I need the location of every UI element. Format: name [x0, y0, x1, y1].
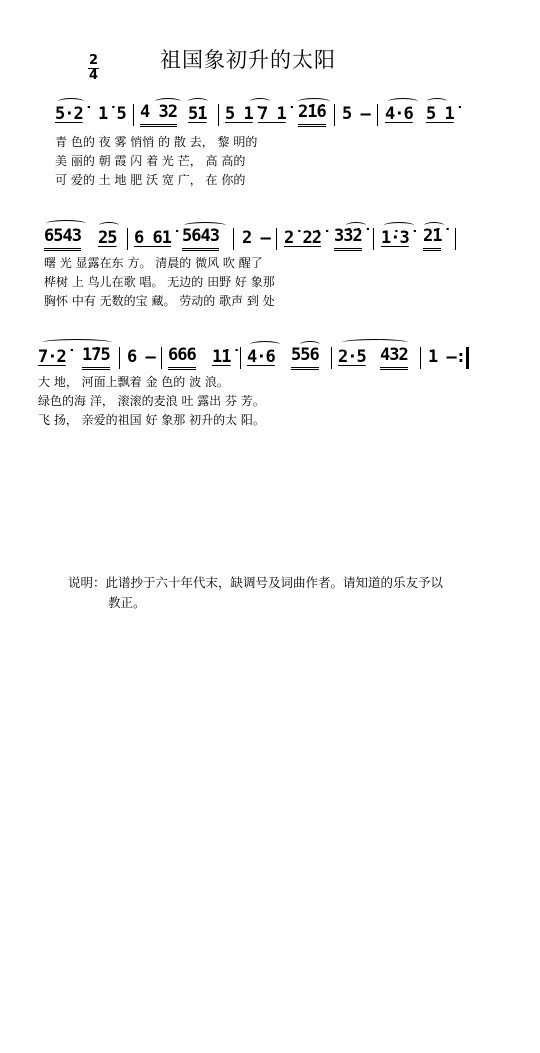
note-group: 6 –: [127, 347, 155, 367]
note-group: 5643: [182, 224, 219, 251]
lyric-line-2: 美 丽的 朝 霞 闪 着 光 芒， 高 高的: [55, 154, 246, 168]
lyric-line-1: 曙 光 显露在东 方。 清晨的 微风 吹 醒了: [44, 256, 263, 270]
note-group: 556: [291, 343, 319, 370]
note-group: 7·2̇: [38, 347, 66, 367]
time-signature-numerator: 2: [89, 53, 99, 68]
note-group: 2·5: [338, 347, 366, 367]
note-group: 1̇·3̇: [381, 228, 409, 248]
barline: [161, 347, 162, 369]
lyric-line-1: 大 地， 河面上飘着 金 色的 波 浪。: [38, 375, 229, 389]
notation-row: [0, 100, 540, 128]
barline: [420, 347, 421, 369]
lyric-line-1: 青 色的 夜 雾 悄悄 的 散 去， 黎 明的: [55, 135, 258, 149]
note-group: 5 1̇: [225, 104, 253, 124]
note-group: 5 1̇: [426, 104, 454, 124]
barline: [334, 104, 335, 126]
barline: [119, 347, 120, 369]
lyric-line-3: 飞 扬， 亲爱的祖国 好 象那 初升的太 阳。: [38, 413, 265, 427]
note-group: 5·2̇: [55, 104, 83, 124]
song-title: 祖国象初升的太阳: [160, 48, 336, 72]
note-group: 2̇ 2̇2̇: [284, 228, 321, 248]
time-signature-denominator: 4: [89, 68, 99, 83]
barline: [133, 104, 134, 126]
note-group: 6543: [44, 224, 81, 251]
note-group: 2 –: [242, 228, 270, 248]
note-group: 5̇1: [188, 104, 207, 124]
lyric-line-3: 可 爱的 土 地 肥 沃 宽 广， 在 你的: [55, 173, 246, 187]
footnote-line-2: 教正。: [108, 595, 146, 610]
note-group: 1̇1̇: [212, 347, 231, 367]
note-group: 3̇3̇2̇: [334, 224, 362, 251]
note-group: 1 –:: [428, 347, 465, 367]
note-group: 2̇1̇6: [298, 100, 326, 127]
note-group: 4·6: [247, 347, 275, 367]
footnote: [68, 573, 498, 613]
note-group: 4 32: [140, 100, 177, 127]
note-group: 432: [380, 343, 408, 370]
final-barline: [466, 347, 469, 369]
barline: [455, 228, 456, 250]
notation-row: [0, 224, 540, 252]
note-group: 6 61̇: [134, 228, 171, 248]
note-group: 1̇ 5: [98, 104, 126, 124]
note-group: 1̇75: [82, 343, 110, 370]
notation-row: [0, 343, 540, 371]
barline: [127, 228, 128, 250]
lyric-line-2: 桦树 上 鸟儿在歌 唱。 无边的 田野 好 象那: [44, 275, 275, 289]
time-signature: [88, 55, 99, 82]
barline: [331, 347, 332, 369]
barline: [377, 104, 378, 126]
lyric-line-2: 绿色的海 洋， 滚滚的麦浪 吐 露出 芬 芳。: [38, 394, 265, 408]
note-group: 4·6: [385, 104, 413, 124]
note-group: 7 1̇: [258, 104, 286, 124]
barline: [233, 228, 234, 250]
barline: [373, 228, 374, 250]
barline: [240, 347, 241, 369]
note-group: 2̇1̇: [423, 224, 441, 251]
barline: [276, 228, 277, 250]
lyric-line-3: 胸怀 中有 无数的宝 藏。 劳动的 歌声 到 处: [44, 294, 275, 308]
note-group: 5 –: [342, 104, 370, 124]
note-group: 666: [168, 343, 196, 370]
note-group: 25: [98, 228, 117, 248]
footnote-line-1: 说明：此谱抄于六十年代末，缺调号及词曲作者。请知道的乐友予以: [68, 575, 444, 590]
barline: [218, 104, 219, 126]
